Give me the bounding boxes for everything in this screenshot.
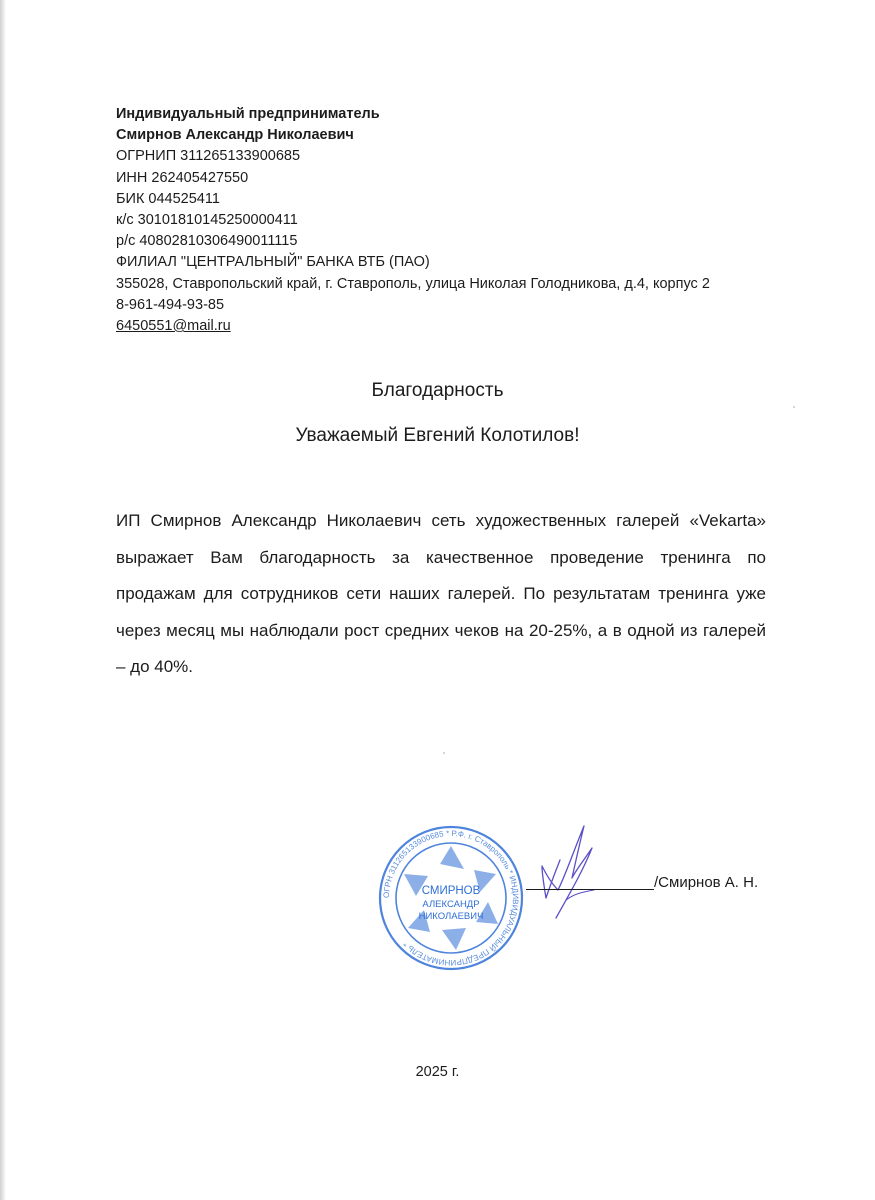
signature-line bbox=[526, 889, 654, 890]
page-edge-shadow bbox=[0, 0, 6, 1200]
stamp-line-1: СМИРНОВ bbox=[421, 885, 481, 897]
signer-name: /Смирнов А. Н. bbox=[654, 874, 759, 891]
letterhead bbox=[116, 104, 816, 337]
header-line-address: 355028, Ставропольский край, г. Ставрополь, улица Николая Голодникова, д.4, корпус 2 bbox=[116, 275, 710, 292]
header-line-inn: ИНН 262405427550 bbox=[116, 169, 249, 186]
stamp-line-3: НИКОЛАЕВИЧ bbox=[418, 911, 484, 922]
header-line-corr-account: к/с 30101810145250000411 bbox=[116, 212, 298, 229]
handwritten-signature-icon bbox=[526, 820, 606, 920]
header-line-bank: ФИЛИАЛ "ЦЕНТРАЛЬНЫЙ" БАНКА ВТБ (ПАО) bbox=[116, 254, 430, 271]
document-title: Благодарность bbox=[371, 380, 504, 401]
email-link[interactable]: 6450551@mail.ru bbox=[116, 318, 231, 335]
scan-speck bbox=[443, 752, 445, 754]
stamp-line-2: АЛЕКСАНДР bbox=[422, 899, 480, 910]
seal-stamp-icon bbox=[376, 824, 526, 972]
header-line-name: Смирнов Александр Николаевич bbox=[116, 127, 354, 144]
scan-speck bbox=[793, 406, 795, 408]
header-line-account: р/с 40802810306490011115 bbox=[116, 233, 298, 250]
header-line-ogrnip: ОГРНИП 311265133900685 bbox=[116, 148, 301, 165]
header-line-phone: 8-961-494-93-85 bbox=[116, 296, 225, 313]
header-line-title: Индивидуальный предприниматель bbox=[116, 106, 380, 122]
document-date: 2025 г. bbox=[415, 1064, 460, 1080]
signature-block bbox=[376, 820, 816, 970]
salutation: Уважаемый Евгений Колотилов! bbox=[295, 425, 580, 446]
stamp-ring-text: ОГРН 311265133900685 * Р.Ф. г. Ставрополь * ИНДИВИДУАЛЬНЫЙ ПРЕДПРИНИМАТЕЛЬ * bbox=[381, 828, 521, 968]
letter-body: ИП Смирнов Александр Николаевич сеть художественных галерей «Vekarta» выражает Вам благодарность за качественное проведение тренинга по продажам для сотрудников сети наших галерей. По результатам тренинга уже через месяц мы наблюдали рост средних чеков на 20-25%, а в одной из галерей – до 40%. bbox=[116, 511, 766, 676]
header-line-bik: БИК 044525411 bbox=[116, 190, 220, 207]
